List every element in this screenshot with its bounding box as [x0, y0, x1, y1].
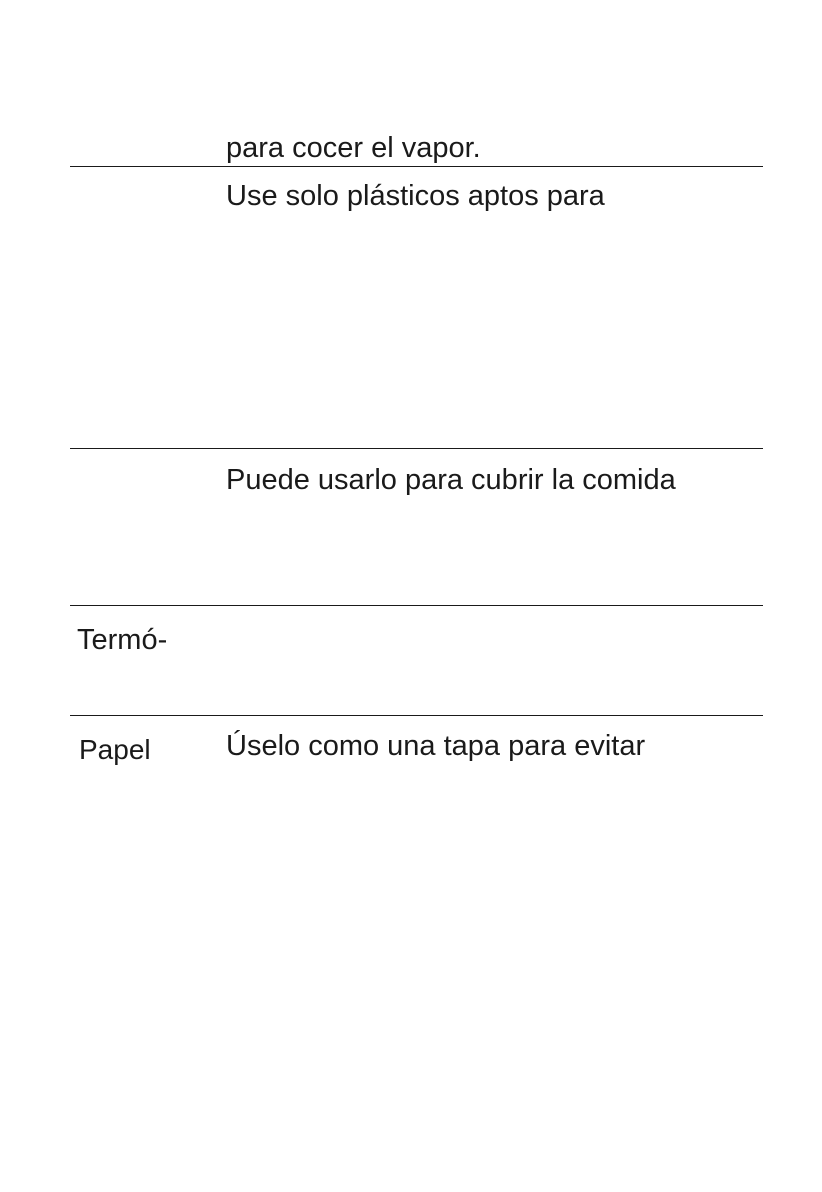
- row-divider-2: [70, 448, 763, 449]
- row-divider-1: [70, 166, 763, 167]
- row-2-description: Use solo plásticos aptos para: [226, 180, 605, 212]
- row-4-material: Termó-: [77, 624, 168, 656]
- row-5-material: Papel: [79, 734, 151, 765]
- row-divider-4: [70, 715, 763, 716]
- row-3-description: Puede usarlo para cubrir la comida: [226, 464, 676, 496]
- row-1-description: para cocer el vapor.: [226, 132, 481, 164]
- row-5-description: Úselo como una tapa para evitar: [226, 730, 646, 762]
- row-divider-3: [70, 605, 763, 606]
